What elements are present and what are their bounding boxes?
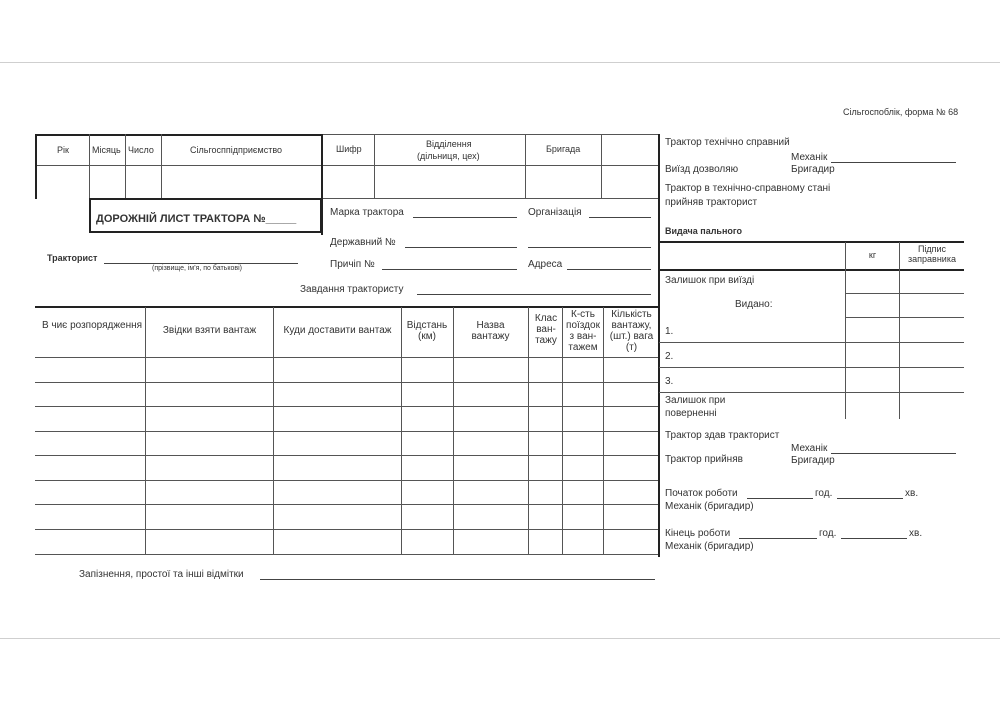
waybill-form — [0, 62, 1000, 639]
brigade-header: Бригада — [546, 144, 581, 154]
issue-row-1: 1. — [665, 326, 674, 337]
col-header-class: Клас ван-тажу — [534, 313, 558, 346]
right-panel-divider — [658, 134, 660, 557]
organization-label: Організація — [528, 207, 582, 218]
notes-label: Запізнення, простої та інші відмітки — [79, 569, 244, 580]
col-header-recipient: В чиє розпорядження — [41, 320, 143, 331]
exit-allowed-label: Виїзд дозволяю — [665, 164, 739, 175]
issue-row-3: 3. — [665, 376, 674, 387]
issued-label: Видано: — [735, 299, 773, 310]
form-code: Сільгоспоблік, форма № 68 — [843, 107, 959, 117]
month-header: Місяць — [92, 145, 121, 155]
day-header: Число — [128, 145, 154, 155]
brigadier-label: Бригадир — [791, 164, 835, 175]
end-hours-field[interactable] — [739, 538, 817, 539]
col-header-distance: Відстань (км) — [406, 320, 448, 342]
organization-field-2[interactable] — [528, 247, 651, 248]
department-sub-header: (дільниця, цех) — [417, 151, 480, 161]
mech-brig-label-1: Механік (бригадир) — [665, 501, 754, 512]
driver-label: Тракторист — [47, 253, 98, 263]
mechanic2-label: Механік — [791, 443, 828, 454]
col-header-to: Куди доставити вантаж — [283, 325, 392, 336]
mechanic-field[interactable] — [831, 162, 956, 163]
handed-label: Трактор здав тракторист — [665, 430, 780, 441]
address-label: Адреса — [528, 259, 563, 270]
end-work-label: Кінець роботи — [665, 528, 731, 539]
issue-row-2: 2. — [665, 351, 674, 362]
start-work-label: Початок роботи — [665, 488, 738, 499]
task-label: Завдання трактористу — [300, 284, 404, 295]
state-no-label: Державний № — [330, 237, 396, 248]
doc-title: ДОРОЖНІЙ ЛИСТ ТРАКТОРА №_____ — [96, 213, 297, 225]
task-field[interactable] — [417, 294, 651, 295]
start-hours-label: год. — [815, 488, 833, 499]
driver-hint: (прізвище, ім'я, по батькові) — [152, 265, 242, 272]
accepted-label-1: Трактор в технічно-справному стані — [665, 183, 831, 194]
signature-header: Підпис заправника — [908, 244, 956, 264]
accepted-label-2: прийняв тракторист — [665, 197, 758, 208]
balance-return-label-2: поверненні — [665, 408, 717, 419]
brand-label: Марка трактора — [330, 207, 404, 218]
fuel-title: Видача пального — [665, 226, 743, 236]
end-minutes-label: хв. — [909, 528, 923, 539]
col-header-from: Звідки взяти вантаж — [162, 325, 257, 336]
start-minutes-label: хв. — [905, 488, 919, 499]
end-minutes-field[interactable] — [841, 538, 907, 539]
notes-field[interactable] — [260, 579, 655, 580]
mechanic-label: Механік — [791, 152, 828, 163]
driver-field[interactable] — [104, 263, 298, 264]
trailer-no-label: Причіп № — [330, 259, 375, 270]
brand-field[interactable] — [413, 217, 517, 218]
col-header-trips: К-сть поїздок з ван-тажем — [566, 309, 600, 353]
organization-field[interactable] — [589, 217, 651, 218]
col-header-quantity: Кількість вантажу, (шт.) вага (т) — [609, 309, 654, 353]
address-field[interactable] — [567, 269, 651, 270]
end-hours-label: год. — [819, 528, 837, 539]
balance-exit-label: Залишок при виїзді — [665, 275, 755, 286]
year-header: Рік — [57, 145, 69, 155]
start-minutes-field[interactable] — [837, 498, 903, 499]
start-hours-field[interactable] — [747, 498, 813, 499]
state-no-field[interactable] — [405, 247, 517, 248]
col-header-cargo-name: Назва вантажу — [471, 320, 510, 342]
balance-return-label-1: Залишок при — [665, 395, 726, 406]
code-header: Шифр — [336, 144, 362, 154]
mechanic2-field[interactable] — [831, 453, 956, 454]
enterprise-header: Сільгосппідприємство — [190, 145, 283, 155]
department-header: Відділення — [426, 139, 472, 149]
brigadier2-label: Бригадир — [791, 455, 835, 466]
mech-brig-label-2: Механік (бригадир) — [665, 541, 754, 552]
tech-ok-label: Трактор технічно справний — [665, 137, 790, 148]
trailer-no-field[interactable] — [382, 269, 517, 270]
kg-header: кг — [868, 250, 877, 260]
received-label: Трактор прийняв — [665, 454, 743, 465]
